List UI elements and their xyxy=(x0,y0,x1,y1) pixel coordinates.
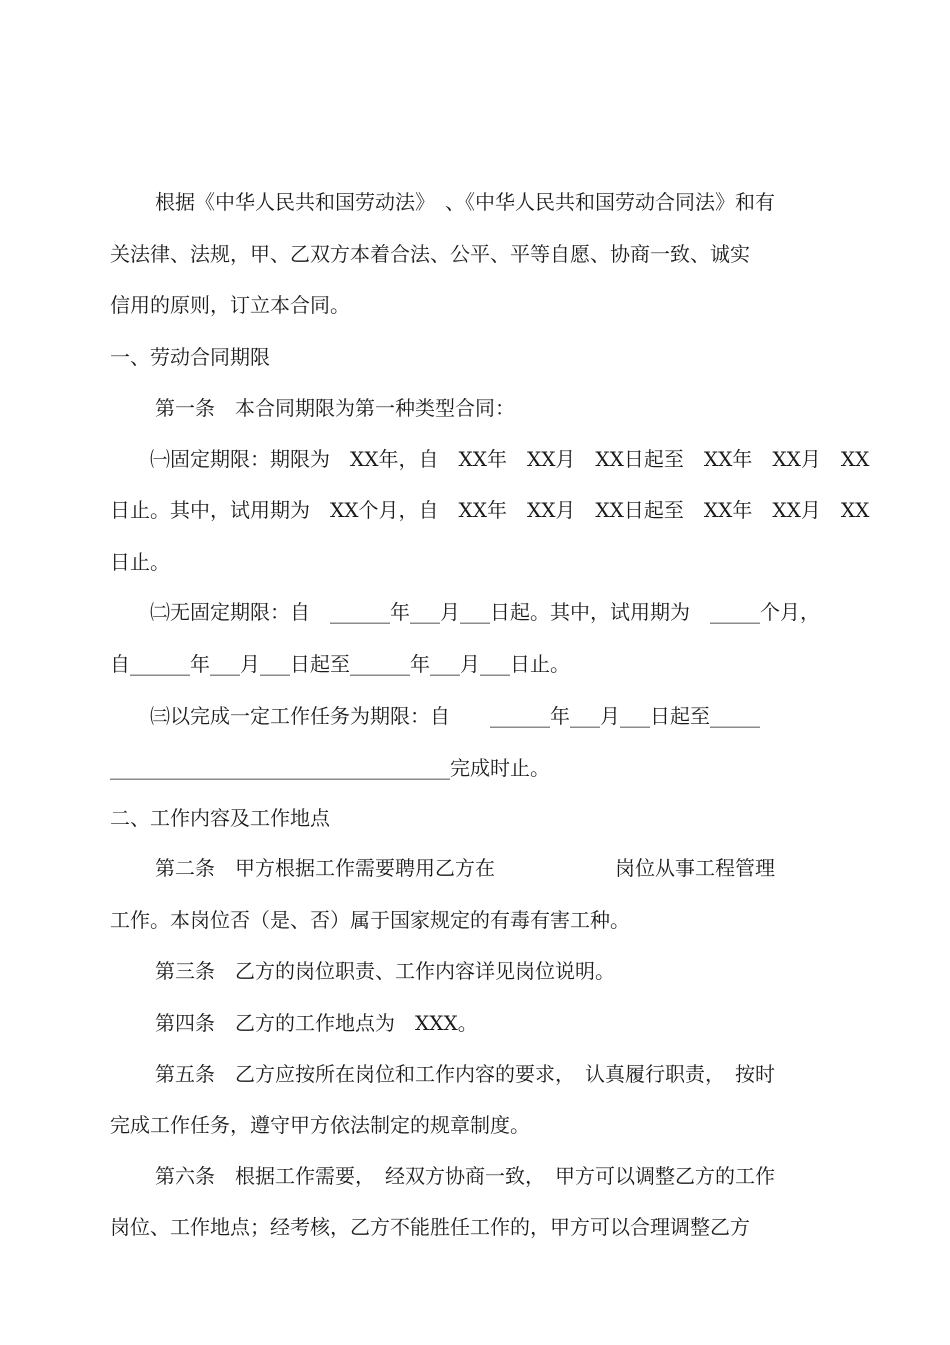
article-5-line-1: 第五条 乙方应按所在岗位和工作内容的要求， 认真履行职责， 按时 xyxy=(155,1062,775,1086)
article-1: 第一条 本合同期限为第一种类型合同： xyxy=(155,396,515,420)
fixed-term-line-1: ㈠固定期限：期限为 XX年，自 XX年 XX月 XX日起至 XX年 XX月 XX xyxy=(150,447,870,471)
article-2-line-1: 第二条 甲方根据工作需要聘用乙方在 岗位从事工程管理 xyxy=(155,856,775,880)
article-4: 第四条 乙方的工作地点为 XXX。 xyxy=(155,1011,478,1035)
preamble-line-1: 根据《中华人民共和国劳动法》 、《中华人民共和国劳动合同法》和有 xyxy=(155,190,775,214)
section-heading-term: 一、劳动合同期限 xyxy=(110,345,270,369)
article-6-line-1: 第六条 根据工作需要， 经双方协商一致， 甲方可以调整乙方的工作 xyxy=(155,1164,775,1188)
article-6-line-2: 岗位、工作地点；经考核，乙方不能胜任工作的，甲方可以合理调整乙方 xyxy=(110,1215,750,1239)
open-term-line-1: ㈡无固定期限：自 ______年___月___日起。其中，试用期为 _____个月， xyxy=(150,600,820,624)
preamble-line-3: 信用的原则，订立本合同。 xyxy=(110,293,350,317)
section-heading-work: 二、工作内容及工作地点 xyxy=(110,806,330,830)
open-term-line-2: 自______年___月___日起至______年___月___日止。 xyxy=(110,652,570,676)
preamble-line-2: 关法律、法规，甲、乙双方本着合法、公平、平等自愿、协商一致、诚实 xyxy=(110,242,750,266)
fixed-term-line-2: 日止。其中，试用期为 XX个月，自 XX年 XX月 XX日起至 XX年 XX月 XX xyxy=(110,498,870,522)
article-5-line-2: 完成工作任务，遵守甲方依法制定的规章制度。 xyxy=(110,1113,530,1137)
article-3: 第三条 乙方的岗位职责、工作内容详见岗位说明。 xyxy=(155,959,615,983)
article-2-line-2: 工作。本岗位否（是、否）属于国家规定的有毒有害工种。 xyxy=(110,908,630,932)
task-term-line-2: __________________________________完成时止。 xyxy=(110,756,550,780)
task-term-line-1: ㈢以完成一定工作任务为期限：自 ______年___月___日起至_____ xyxy=(150,704,760,728)
fixed-term-line-3: 日止。 xyxy=(110,550,170,574)
